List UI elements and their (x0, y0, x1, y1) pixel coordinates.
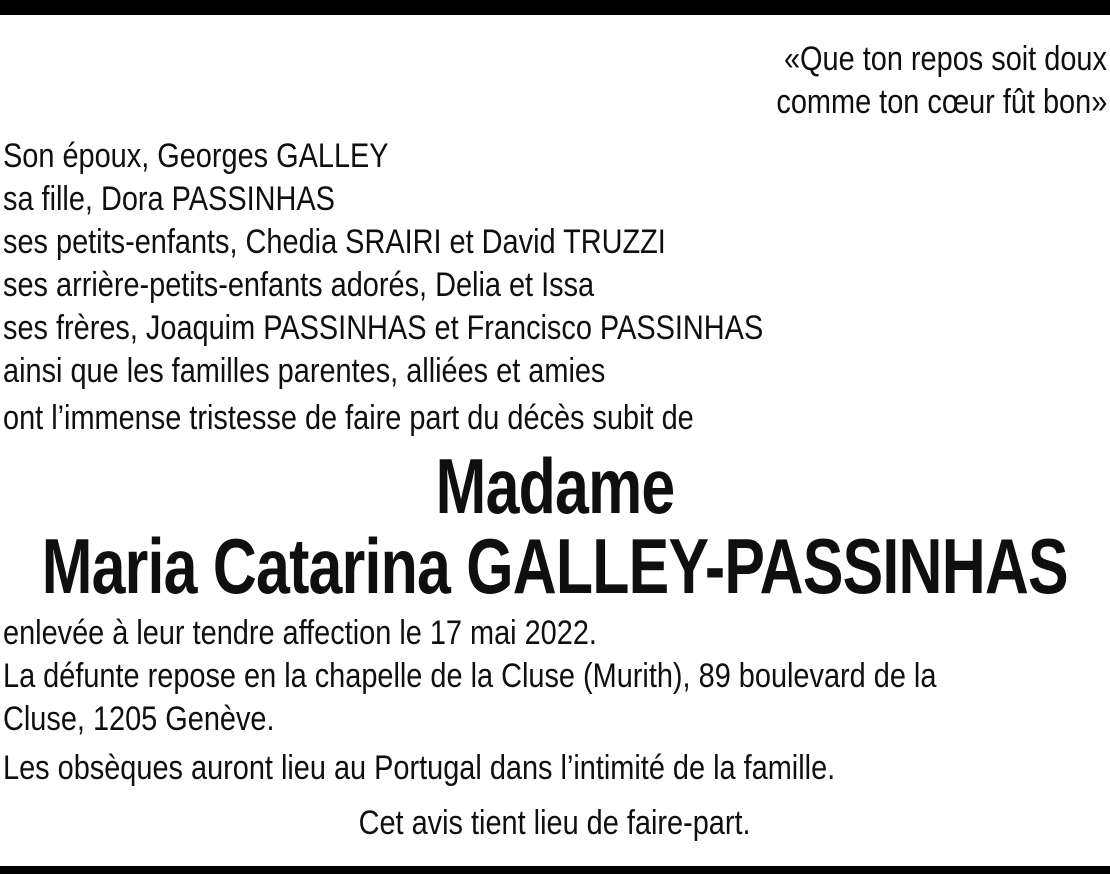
top-rule (0, 0, 1110, 15)
family-line-text: ainsi que les familles parentes, alliées et amies (3, 352, 606, 390)
family-line-text: ses arrière-petits-enfants adorés, Delia et Issa (3, 266, 595, 304)
details (3, 612, 1107, 741)
epigraph-line (3, 81, 1107, 124)
family-line-text: ses petits-enfants, Chedia SRAIRI et David TRUZZI (3, 223, 666, 261)
detail-line (3, 655, 1107, 698)
detail-line-text: enlevée à leur tendre affection le 17 mai 2022. (3, 614, 597, 652)
funeral-line-text: Les obsèques auront lieu au Portugal dans l’intimité de la famille. (3, 749, 836, 787)
deceased-title-text: Madame (435, 442, 675, 530)
family-line-text: sa fille, Dora PASSINHAS (3, 180, 335, 218)
closing-line (3, 802, 1107, 845)
epigraph-line (3, 38, 1107, 81)
detail-line-text: La défunte repose en la chapelle de la Cluse (Murith), 89 boulevard de la (3, 657, 937, 695)
family-line-text: ses frères, Joaquim PASSINHAS et Francisco PASSINHAS (3, 309, 764, 347)
detail-line (3, 612, 1107, 655)
family-line (3, 350, 1107, 393)
deceased-name-text: Maria Catarina GALLEY-PASSINHAS (41, 522, 1069, 610)
epigraph-line-text: comme ton cœur fût bon» (776, 83, 1107, 121)
epigraph (3, 38, 1107, 124)
family-line (3, 307, 1107, 350)
closing-line-text: Cet avis tient lieu de faire-part. (359, 804, 751, 842)
announcement-text: ont l’immense tristesse de faire part du décès subit de (3, 399, 694, 437)
family-line (3, 221, 1107, 264)
deceased-name (3, 522, 1107, 610)
obituary-notice (0, 38, 1110, 845)
detail-line (3, 698, 1107, 741)
deceased-title (3, 442, 1107, 530)
funeral-line (3, 747, 1107, 790)
family-line (3, 264, 1107, 307)
epigraph-line-text: «Que ton repos soit doux (784, 40, 1107, 78)
family-list (3, 135, 1107, 393)
detail-line-text: Cluse, 1205 Genève. (3, 700, 275, 738)
family-line (3, 178, 1107, 221)
bottom-rule (0, 866, 1110, 874)
family-line (3, 135, 1107, 178)
announcement-line (3, 397, 1107, 440)
family-line-text: Son époux, Georges GALLEY (3, 137, 389, 175)
